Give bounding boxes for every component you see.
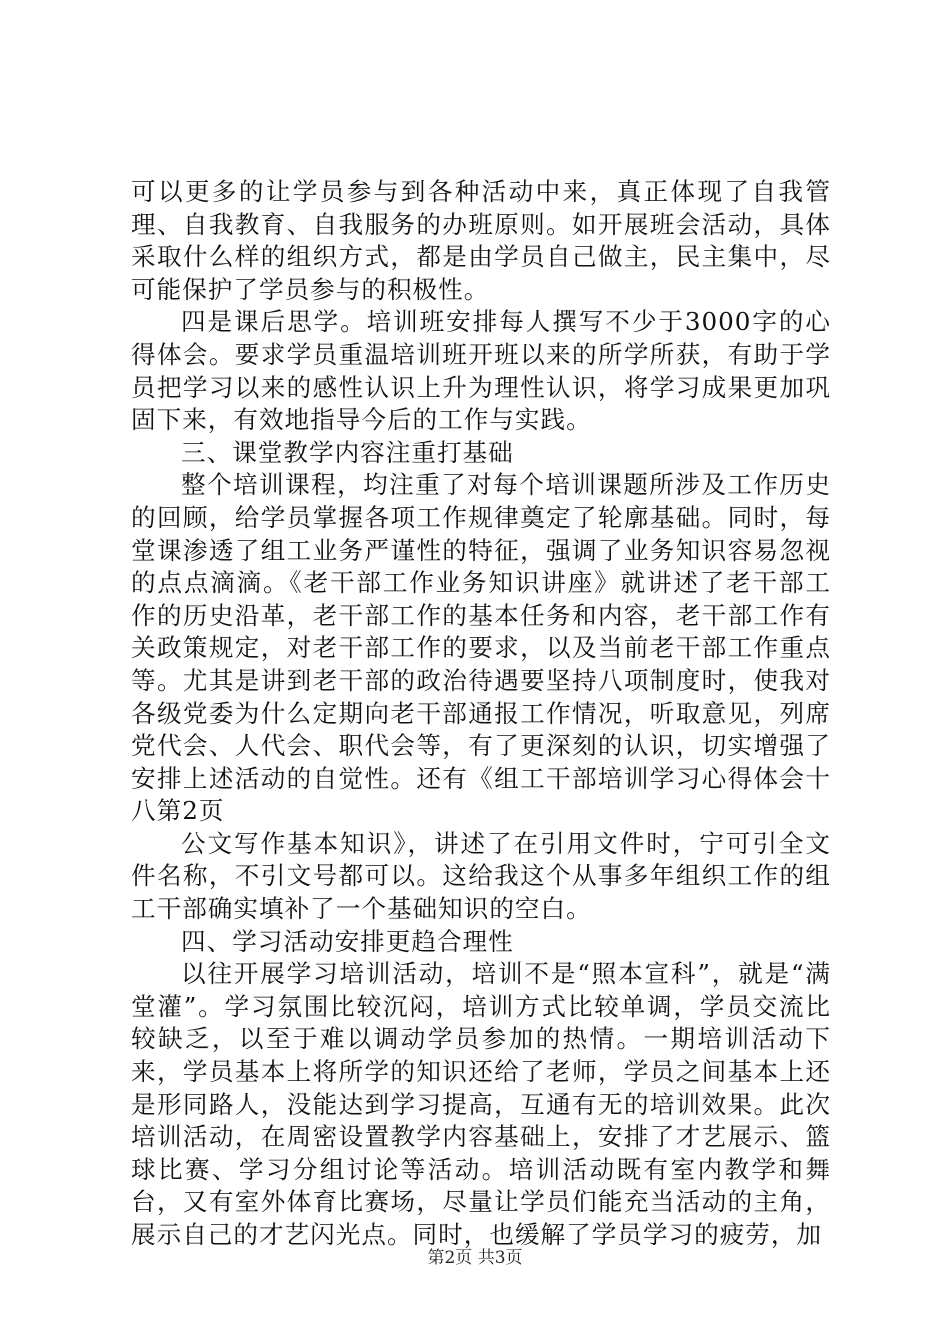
- page-number-footer: 第2页 共3页: [427, 1248, 523, 1268]
- section-heading-classroom-content: 三、课堂教学内容注重打基础: [181, 437, 514, 467]
- paragraph-after-class-reflection: 四是课后思学。培训班安排每人撰写不少于3000字的心得体会。要求学员重温培训班开班以来的所学所获，有助于学员把学习以来的感性认识上升为理性认识，将学习成果更加巩固下来，有效地指导今后的工作与实践。: [131, 307, 831, 435]
- paragraph-official-writing: 公文写作基本知识》，讲述了在引用文件时，宁可引全文件名称，不引文号都可以。这给我这个从事多年组织工作的组工干部确实填补了一个基础知识的空白。: [131, 828, 831, 924]
- paragraph-training-curriculum: 整个培训课程，均注重了对每个培训课题所涉及工作历史的回顾，给学员掌握各项工作规律奠定了轮廓基础。同时，每堂课渗透了组工业务严谨性的特征，强调了业务知识容易忽视的点点滴滴。《老干部工作业务知识讲座》就讲述了老干部工作的历史沿革，老干部工作的基本任务和内容，老干部工作有关政策规定，对老干部工作的要求，以及当前老干部工作重点等。尤其是讲到老干部的政治待遇要坚持八项制度时，使我对各级党委为什么定期向老干部通报工作情况，听取意见，列席党代会、人代会、职代会等，有了更深刻的认识，切实增强了安排上述活动的自觉性。还有《组工干部培训学习心得体会十八第2页: [131, 470, 831, 826]
- section-heading-learning-activities: 四、学习活动安排更趋合理性: [181, 926, 514, 956]
- document-body: [131, 176, 831, 1252]
- paragraph-continued: 可以更多的让学员参与到各种活动中来，真正体现了自我管理、自我教育、自我服务的办班原则。如开展班会活动，具体采取什么样的组织方式，都是由学员自己做主，民主集中，尽可能保护了学员参与的积极性。: [131, 177, 831, 304]
- paragraph-past-training: 以往开展学习培训活动，培训不是“照本宣科”，就是“满堂灌”。学习氛围比较沉闷，培训方式比较单调，学员交流比较缺乏，以至于难以调动学员参加的热情。一期培训活动下来，学员基本上将所学的知识还给了老师，学员之间基本上还是形同路人，没能达到学习提高，互通有无的培训效果。此次培训活动，在周密设置教学内容基础上，安排了才艺展示、篮球比赛、学习分组讨论等活动。培训活动既有室内教学和舞台，又有室外体育比赛场，尽量让学员们能充当活动的主角，展示自己的才艺闪光点。同时，也缓解了学员学习的疲劳，加: [131, 959, 831, 1249]
